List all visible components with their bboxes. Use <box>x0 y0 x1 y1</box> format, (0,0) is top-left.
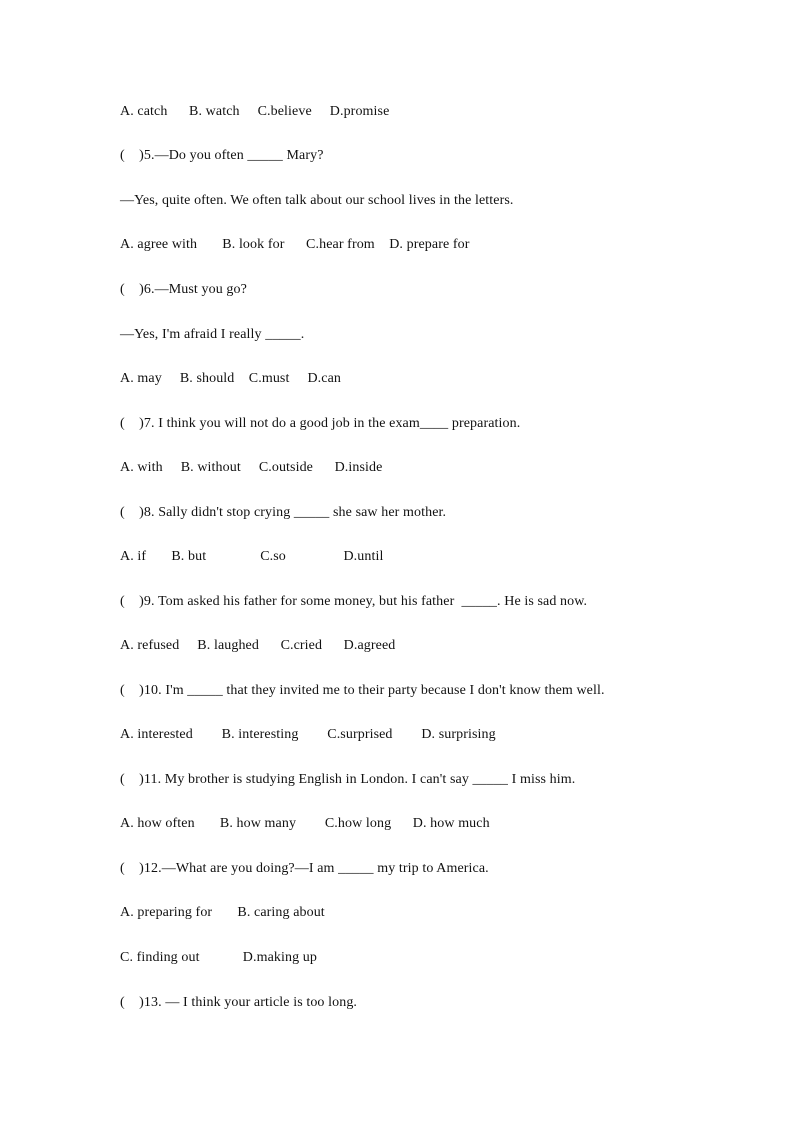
q5-response: —Yes, quite often. We often talk about our school lives in the letters. <box>120 193 514 208</box>
q10-options: A. interested B. interesting C.surprised D. surprising <box>120 727 496 742</box>
q5-question: ( )5.—Do you often _____ Mary? <box>120 148 324 163</box>
q6-options: A. may B. should C.must D.can <box>120 371 341 386</box>
q10-question: ( )10. I'm _____ that they invited me to their party because I don't know them well. <box>120 683 605 698</box>
q12-options-cd: C. finding out D.making up <box>120 950 317 965</box>
q5-options: A. agree with B. look for C.hear from D. prepare for <box>120 237 470 252</box>
q11-options: A. how often B. how many C.how long D. how much <box>120 816 490 831</box>
q6-response: —Yes, I'm afraid I really _____. <box>120 327 305 342</box>
q8-options: A. if B. but C.so D.until <box>120 549 384 564</box>
q11-question: ( )11. My brother is studying English in London. I can't say _____ I miss him. <box>120 772 576 787</box>
q13-question: ( )13. — I think your article is too long. <box>120 995 358 1010</box>
q9-question: ( )9. Tom asked his father for some money, but his father _____. He is sad now. <box>120 594 588 609</box>
q7-options: A. with B. without C.outside D.inside <box>120 460 383 475</box>
q8-question: ( )8. Sally didn't stop crying _____ she saw her mother. <box>120 505 447 520</box>
q4-options: A. catch B. watch C.believe D.promise <box>120 104 390 119</box>
q12-question: ( )12.—What are you doing?—I am _____ my trip to America. <box>120 861 489 876</box>
q9-options: A. refused B. laughed C.cried D.agreed <box>120 638 396 653</box>
q7-question: ( )7. I think you will not do a good job in the exam____ preparation. <box>120 416 521 431</box>
q6-question: ( )6.—Must you go? <box>120 282 247 297</box>
q12-options-ab: A. preparing for B. caring about <box>120 905 325 920</box>
